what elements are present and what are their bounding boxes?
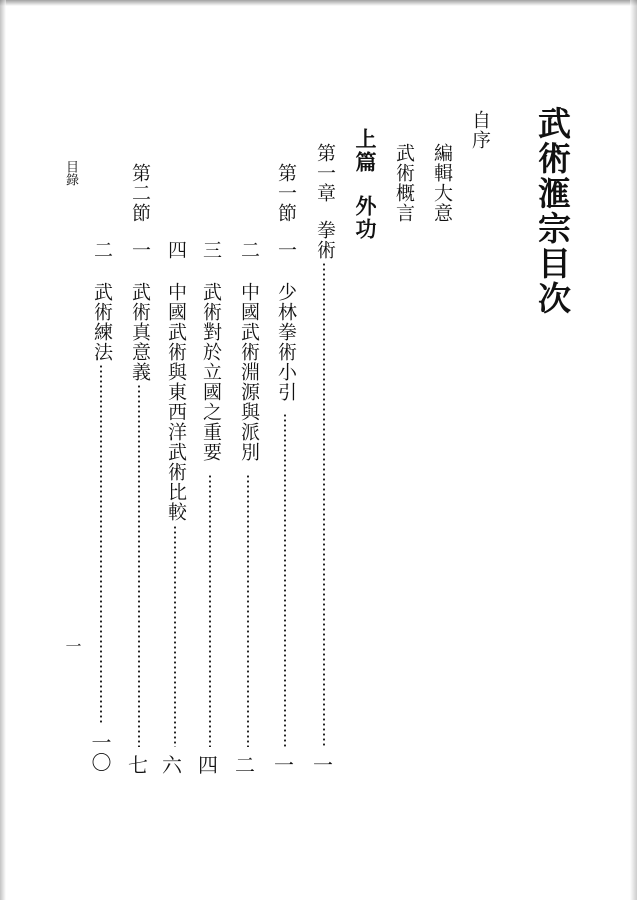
s2-item1-leader-dots bbox=[138, 384, 140, 747]
s2-item2-title: 武術練法 bbox=[91, 282, 113, 362]
chapter-page: 一 bbox=[313, 753, 333, 777]
scan-edge-right bbox=[630, 0, 637, 900]
s2-item1-title: 武術真意義 bbox=[129, 282, 151, 382]
section1-label: 第一節 bbox=[275, 163, 297, 223]
book-title: 武術滙宗目次 bbox=[533, 106, 572, 316]
s2-item2-leader-dots bbox=[100, 364, 102, 724]
scan-edge-left bbox=[0, 0, 6, 900]
s1-item2-number: 二 bbox=[238, 240, 260, 260]
s1-item4-number: 四 bbox=[165, 240, 187, 260]
section2-label: 第二節 bbox=[129, 163, 151, 223]
s2-item2-number: 二 bbox=[91, 240, 113, 260]
s1-item1-number: 一 bbox=[275, 240, 297, 260]
s1-item1-title: 少林拳術小引 bbox=[275, 282, 297, 402]
s1-item3-title: 武術對於立國之重要 bbox=[200, 282, 222, 462]
s1-item3-leader-dots bbox=[209, 474, 211, 747]
chapter-name: 拳術 bbox=[314, 220, 336, 260]
page-folio: 一 bbox=[63, 638, 82, 654]
toc-overview: 武術概言 bbox=[393, 143, 415, 223]
s1-item1-page: 一 bbox=[274, 753, 294, 777]
s2-item1-number: 一 bbox=[129, 240, 151, 260]
s1-item2-page: 二 bbox=[235, 753, 255, 777]
s1-item4-page: 六 bbox=[162, 753, 182, 777]
scan-edge-top bbox=[0, 0, 637, 6]
chapter-label: 第一章 bbox=[314, 143, 336, 203]
chapter-leader-dots bbox=[323, 262, 325, 747]
s1-item2-title: 中國武術淵源與派別 bbox=[238, 282, 260, 462]
s1-item3-number: 三 bbox=[200, 240, 222, 260]
s1-item1-leader-dots bbox=[284, 413, 286, 747]
s2-item2-page: 一〇 bbox=[88, 732, 112, 772]
part-name: 外功 bbox=[353, 195, 378, 241]
s2-item1-page: 七 bbox=[128, 753, 148, 777]
s1-item4-leader-dots bbox=[174, 525, 176, 747]
part-label: 上篇 bbox=[353, 128, 378, 174]
s1-item4-title: 中國武術與東西洋武術比較 bbox=[165, 282, 187, 522]
toc-preface: 自序 bbox=[469, 110, 491, 150]
s1-item3-page: 四 bbox=[198, 753, 218, 777]
s1-item2-leader-dots bbox=[247, 474, 249, 747]
toc-editorial-intent: 編輯大意 bbox=[431, 143, 453, 223]
running-head: 目錄 bbox=[63, 160, 78, 186]
